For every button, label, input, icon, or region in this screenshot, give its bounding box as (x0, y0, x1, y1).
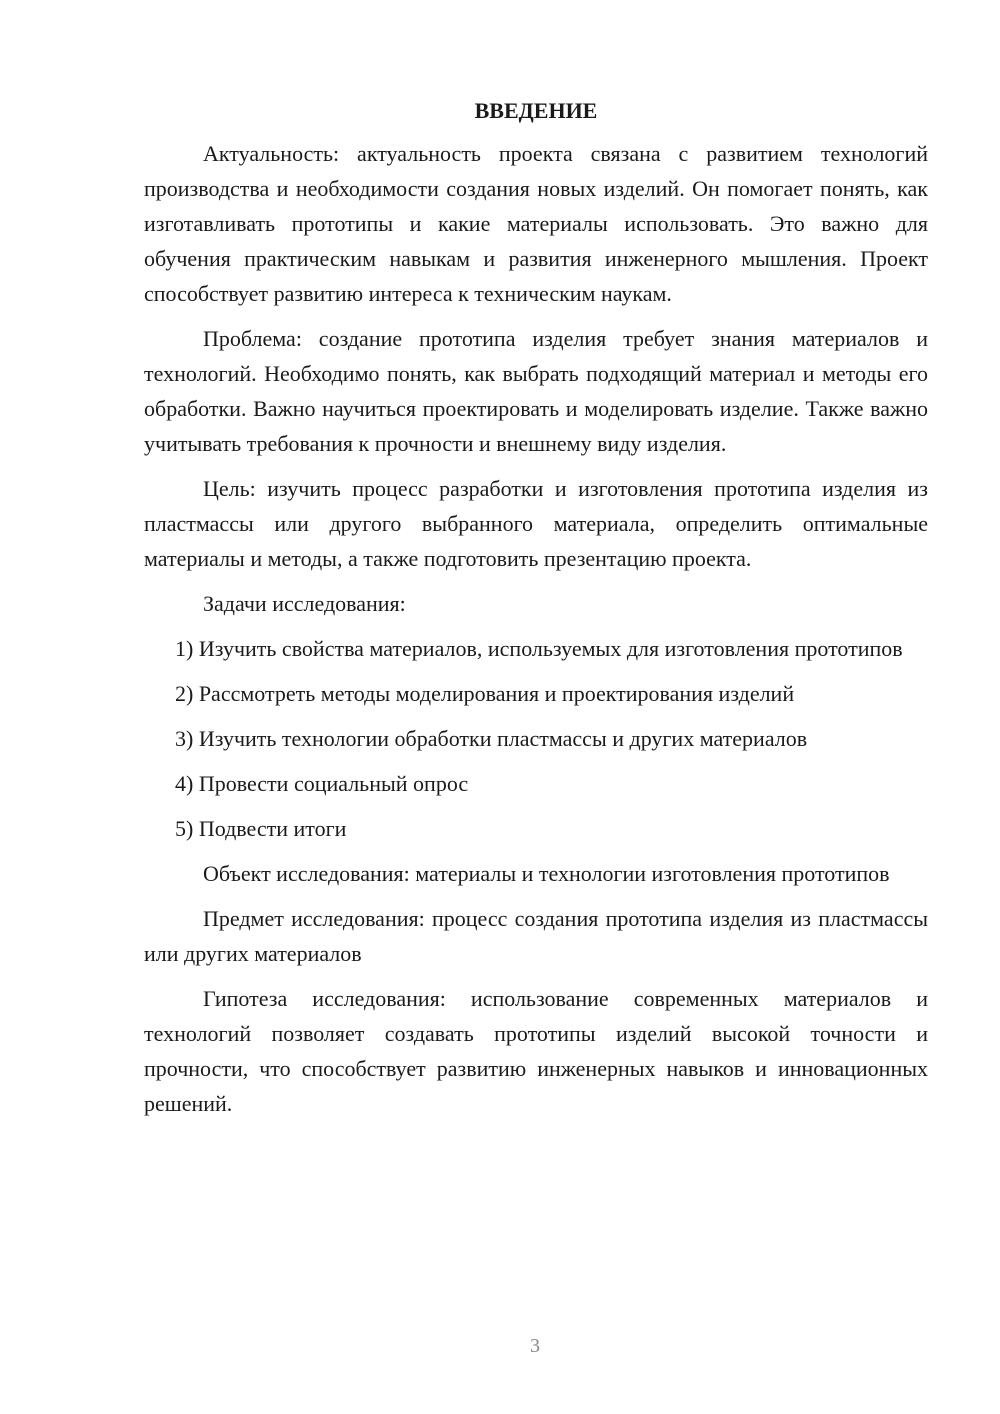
page-title: ВВЕДЕНИЕ (474, 98, 598, 123)
task-item: 3) Изучить технологии обработки пластмассы и других материалов (175, 726, 808, 751)
task-item: 1) Изучить свойства материалов, используемых для изготовления прототипов (175, 636, 903, 661)
task-item: 2) Рассмотреть методы моделирования и проектирования изделий (175, 681, 795, 706)
tasks-list (144, 631, 928, 846)
goal-paragraph: Цель: изучить процесс разработки и изготовления прототипа изделия из пластмассы или другого выбранного материала, определить оптимальные материалы и методы, а также подготовить презентацию проекта. (144, 476, 928, 571)
hypothesis-paragraph: Гипотеза исследования: использование современных материалов и технологий позволяет создавать прототипы изделий высокой точности и прочности, что способствует развитию инженерных навыков и инновационных решений. (144, 986, 928, 1116)
task-item: 5) Подвести итоги (175, 816, 347, 841)
task-item: 4) Провести социальный опрос (175, 771, 469, 796)
object-paragraph: Объект исследования: материалы и технологии изготовления прототипов (203, 861, 890, 886)
problem-paragraph: Проблема: создание прототипа изделия требует знания материалов и технологий. Необходимо понять, как выбрать подходящий материал и методы его обработки. Важно научиться проектировать и моделировать изделие. Также важно учитывать требования к прочности и внешнему виду изделия. (144, 326, 928, 456)
page-content (144, 94, 928, 1131)
relevance-paragraph: Актуальность: актуальность проекта связана с развитием технологий производства и необходимости создания новых изделий. Он помогает понять, как изготавливать прототипы и какие материалы использовать. Это важно для обучения практическим навыкам и развития инженерного мышления. Проект способствует развитию интереса к техническим наукам. (144, 141, 928, 306)
page-number: 3 (530, 1335, 540, 1357)
tasks-heading: Задачи исследования: (203, 591, 406, 616)
subject-paragraph: Предмет исследования: процесс создания прототипа изделия из пластмассы или других материалов (144, 906, 928, 966)
